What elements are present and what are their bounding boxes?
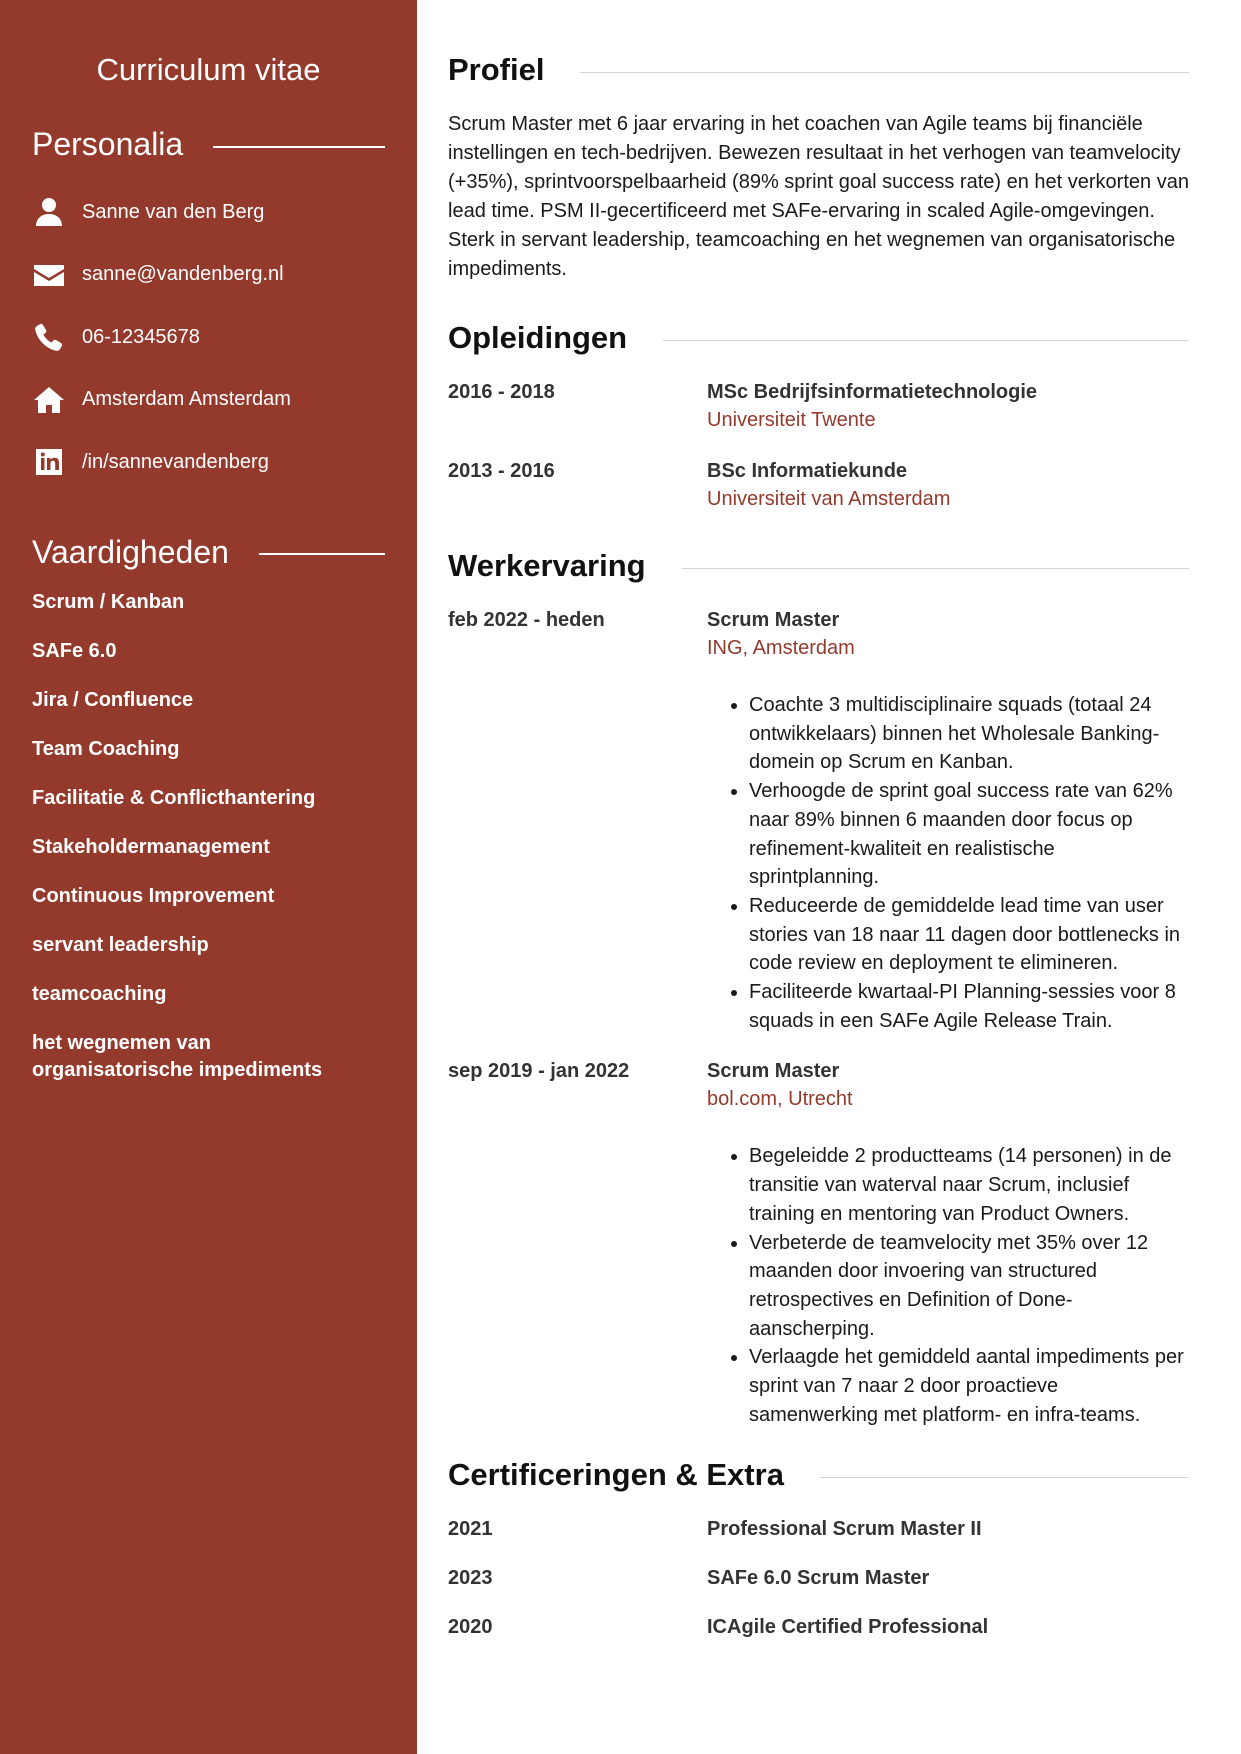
skills-list [32,589,385,1084]
skill-item: SAFe 6.0 [32,639,117,662]
certification-date: 2020 [448,1616,493,1639]
education-body [707,457,1189,514]
certification-date: 2023 [448,1567,493,1590]
cv-title: Curriculum vitae [96,52,321,87]
certification-entry [448,1515,1189,1543]
education-body [707,378,1189,435]
work-date: sep 2019 - jan 2022 [448,1060,630,1083]
work-bullet: • Verhoogde de sprint goal success rate van 62% naar 89% binnen 6 maanden door focus op refinement-kwaliteit en realistische sprintplanning. [749,777,1189,892]
work-bullets [707,1142,1189,1429]
certifications-section [448,1457,1189,1641]
home-icon [32,383,66,417]
education-entry [448,457,1189,514]
linkedin-icon [32,445,66,479]
contact-linkedin[interactable] [32,431,385,494]
work-org: bol.com, Utrecht [707,1088,853,1111]
skills-heading-text: Vaardigheden [32,533,229,570]
certification-date: 2021 [448,1518,493,1541]
work-bullet: • Faciliteerde kwartaal-PI Planning-sessies voor 8 squads in een SAFe Agile Release Train. [749,978,1189,1035]
work-bullet: • Begeleidde 2 productteams (14 personen) in de transitie van waterval naar Scrum, inclusief training en mentoring van Product Owners. [749,1142,1189,1228]
contact-list [32,181,385,494]
work-role: Scrum Master [707,609,840,631]
education-heading-text: Opleidingen [448,320,628,355]
work-body [707,606,1189,1035]
work-heading-text: Werkervaring [448,548,646,583]
personalia-heading-text: Personalia [32,126,184,162]
work-section [448,548,1189,1429]
skill-item: teamcoaching [32,982,167,1005]
work-bullet: • Coachte 3 multidisciplinaire squads (totaal 24 ontwikkelaars) binnen het Wholesale Banking-domein op Scrum en Kanban. [749,691,1189,777]
certification-entry [448,1613,1189,1641]
certification-entry [448,1564,1189,1592]
education-heading [448,320,1189,356]
profile-section [448,52,1189,284]
work-bullet: • Verlaagde het gemiddeld aantal impediments per sprint van 7 naar 2 door proactieve samenwerking met platform- en infra-teams. [749,1343,1189,1429]
work-entry [448,1057,1189,1429]
envelope-icon [32,258,66,292]
work-bullet: • Verbeterde de teamvelocity met 35% over 12 maanden door invoering van structured retrospectives en Definition of Done-aanscherping. [749,1229,1189,1344]
person-icon [32,195,66,229]
contact-email-text[interactable]: sanne@vandenberg.nl [82,263,284,286]
work-bullet: • Reduceerde de gemiddelde lead time van user stories van 18 naar 11 dagen door bottlenecks in code review en deployment te elimineren. [749,892,1189,978]
contact-address [32,369,385,432]
work-date: feb 2022 - heden [448,609,605,631]
education-school: Universiteit van Amsterdam [707,488,951,510]
certification-name: Professional Scrum Master II [707,1518,982,1541]
skill-item: Continuous Improvement [32,884,275,907]
heading-divider [820,1477,1189,1478]
phone-icon [32,320,66,354]
education-degree: MSc Bedrijfsinformatietechnologie [707,381,1038,403]
profile-heading [448,52,1189,88]
education-date: 2016 - 2018 [448,381,555,403]
heading-divider [663,340,1189,341]
profile-text: Scrum Master met 6 jaar ervaring in het coachen van Agile teams bij financiële instellingen en tech-bedrijven. Bewezen resultaat in het verhogen van teamvelocity (+35%), sprintvoorspelbaarheid (89% sprint goal success rate) en het verkorten van lead time. PSM II-gecertificeerd met SAFe-ervaring in scaled Agile-omgevingen. Sterk in servant leadership, teamcoaching en het wegnemen van organisatorische impediments. [448,113,1189,280]
contact-name-text: Sanne van den Berg [82,200,265,223]
skill-item: Facilitatie & Conflicthantering [32,786,316,809]
skill-item: het wegnemen van organisatorische impediments [32,1031,323,1081]
personalia-heading [32,126,385,163]
heading-divider [213,146,385,148]
heading-divider [259,553,385,555]
sidebar [0,0,417,1754]
education-entry [448,378,1189,435]
education-degree: BSc Informatiekunde [707,460,908,482]
work-body [707,1057,1189,1429]
contact-linkedin-text[interactable]: /in/sannevandenberg [82,450,269,473]
work-bullets [707,691,1189,1035]
skills-heading [32,534,385,571]
heading-divider [580,72,1189,73]
work-heading [448,548,1189,584]
education-school: Universiteit Twente [707,409,876,431]
contact-name [32,181,385,244]
skill-item: servant leadership [32,933,209,956]
education-section [448,320,1189,514]
education-date: 2013 - 2016 [448,460,555,482]
certifications-heading-text: Certificeringen & Extra [448,1457,784,1493]
contact-email[interactable] [32,244,385,307]
contact-phone-text[interactable]: 06-12345678 [82,325,200,348]
work-entry [448,606,1189,1035]
contact-phone[interactable] [32,306,385,369]
certifications-heading [448,1457,1189,1493]
certification-name: ICAgile Certified Professional [707,1616,989,1639]
skill-item: Scrum / Kanban [32,590,185,613]
contact-address-text: Amsterdam Amsterdam [82,388,291,411]
work-org: ING, Amsterdam [707,637,855,659]
skill-item: Stakeholdermanagement [32,835,270,858]
profile-heading-text: Profiel [448,52,545,87]
certification-name: SAFe 6.0 Scrum Master [707,1567,930,1590]
skill-item: Team Coaching [32,737,180,760]
skill-item: Jira / Confluence [32,688,194,711]
heading-divider [682,568,1189,569]
main-content [448,52,1189,1662]
work-role: Scrum Master [707,1060,840,1083]
